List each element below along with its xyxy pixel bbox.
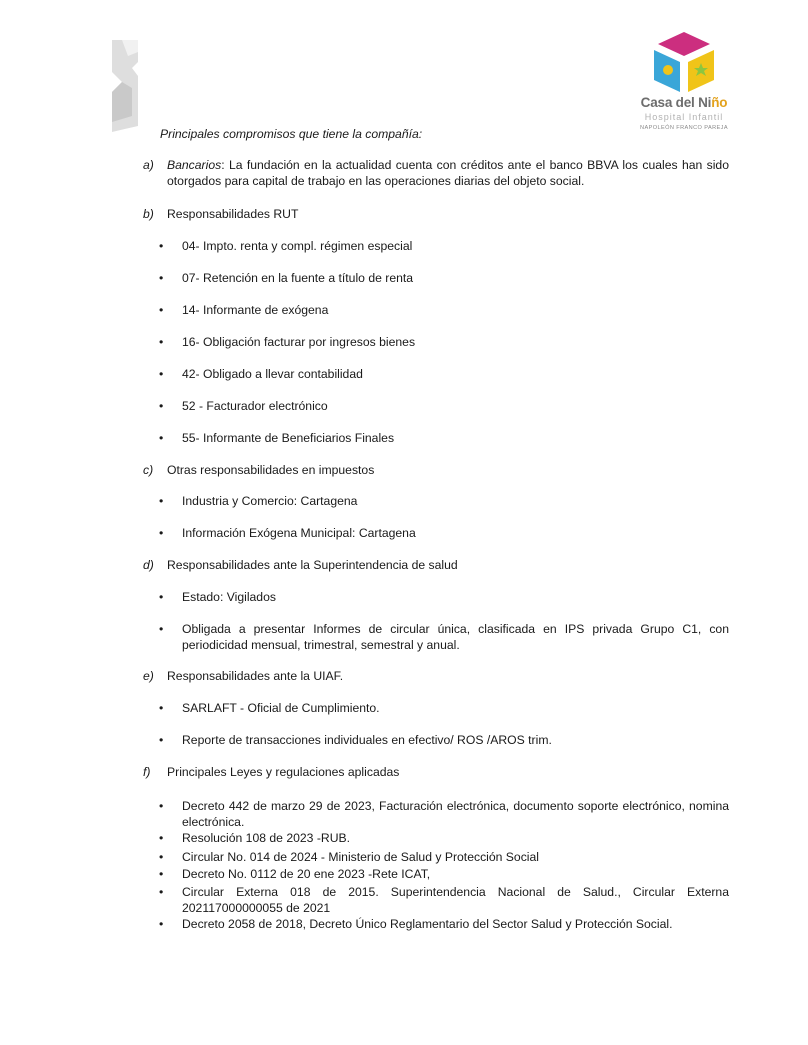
bullet-icon: • xyxy=(159,367,164,381)
bullet-icon: • xyxy=(159,622,164,636)
bullet-icon: • xyxy=(159,431,164,445)
list-item: • 42- Obligado a llevar contabilidad xyxy=(159,367,363,381)
section-title: Otras responsabilidades en impuestos xyxy=(167,463,375,477)
bullet-icon: • xyxy=(159,494,164,508)
watermark-shape xyxy=(108,38,142,134)
section-letter: f) xyxy=(143,765,151,779)
section-letter: a) xyxy=(143,158,154,172)
list-item: • Reporte de transacciones individuales en efectivo/ ROS /AROS trim. xyxy=(159,733,552,747)
list-item: • Industria y Comercio: Cartagena xyxy=(159,494,358,508)
list-item: • Decreto 2058 de 2018, Decreto Único Reglamentario del Sector Salud y Protección Social. xyxy=(159,917,673,931)
bullet-icon: • xyxy=(159,799,164,813)
list-item: • 07- Retención en la fuente a título de renta xyxy=(159,271,414,285)
list-item: • 52 - Facturador electrónico xyxy=(159,399,328,413)
list-item: • Circular No. 014 de 2024 - Ministerio de Salud y Protección Social xyxy=(159,850,540,864)
list-item: • 16- Obligación facturar por ingresos bienes xyxy=(159,335,416,349)
section-a xyxy=(143,157,729,189)
bullet-icon: • xyxy=(159,399,164,413)
section-title: Responsabilidades RUT xyxy=(167,207,299,221)
section-c xyxy=(143,462,729,478)
logo-name: Casa del Niño xyxy=(640,95,728,110)
section-e xyxy=(143,668,729,684)
bullet-icon: • xyxy=(159,335,164,349)
section-title: Responsabilidades ante la Superintendencia de salud xyxy=(167,558,458,572)
list-item: • Obligada a presentar Informes de circular única, clasificada en IPS privada Grupo C1, con periodicidad mensual, trimestral, semestral y anual. xyxy=(159,622,729,652)
logo-subtitle: Hospital Infantil xyxy=(644,112,724,122)
bullet-icon: • xyxy=(159,303,164,317)
bullet-icon: • xyxy=(159,239,164,253)
section-letter: e) xyxy=(143,669,154,683)
logo-cube-icon xyxy=(636,28,732,94)
casa-del-nino-logo xyxy=(636,28,732,136)
list-item: • Estado: Vigilados xyxy=(159,590,276,604)
bullet-icon: • xyxy=(159,701,164,715)
list-item: • Circular Externa 018 de 2015. Superintendencia Nacional de Salud., Circular Externa 202117000000055 de 2021 xyxy=(159,885,729,915)
section-text: : La fundación en la actualidad cuenta con créditos ante el banco BBVA los cuales han sido otorgados para capital de trabajo en las operaciones diarias del objeto social. xyxy=(167,158,729,188)
list-item: • Decreto No. 0112 de 20 ene 2023 -Rete ICAT, xyxy=(159,867,431,881)
bullet-icon: • xyxy=(159,733,164,747)
list-item: • 14- Informante de exógena xyxy=(159,303,329,317)
bullet-icon: • xyxy=(159,590,164,604)
bullet-icon: • xyxy=(159,831,164,845)
section-f xyxy=(143,764,729,780)
bullet-icon: • xyxy=(159,526,164,540)
bullet-icon: • xyxy=(159,885,164,899)
section-letter: d) xyxy=(143,558,154,572)
intro-heading: Principales compromisos que tiene la compañía: xyxy=(160,127,423,141)
section-body xyxy=(167,157,729,189)
list-item: • SARLAFT - Oficial de Cumplimiento. xyxy=(159,701,380,715)
section-title: Principales Leyes y regulaciones aplicadas xyxy=(167,765,400,779)
section-letter: b) xyxy=(143,207,154,221)
section-b xyxy=(143,206,729,222)
bullet-icon: • xyxy=(159,271,164,285)
list-item: • Decreto 442 de marzo 29 de 2023, Facturación electrónica, documento soporte electrónico, nomina electrónica. xyxy=(159,799,729,829)
bullet-icon: • xyxy=(159,917,164,931)
list-item: • Información Exógena Municipal: Cartagena xyxy=(159,526,416,540)
section-letter: c) xyxy=(143,463,154,477)
bullet-icon: • xyxy=(159,850,164,864)
section-lead: Bancarios xyxy=(167,158,222,172)
section-title: Responsabilidades ante la UIAF. xyxy=(167,669,344,683)
section-d xyxy=(143,557,729,573)
list-item: • 04- Impto. renta y compl. régimen especial xyxy=(159,239,413,253)
list-item: • 55- Informante de Beneficiarios Finales xyxy=(159,431,395,445)
logo-founder: NAPOLEÓN FRANCO PAREJA xyxy=(640,125,728,131)
bullet-icon: • xyxy=(159,867,164,881)
list-item: • Resolución 108 de 2023 -RUB. xyxy=(159,831,351,845)
